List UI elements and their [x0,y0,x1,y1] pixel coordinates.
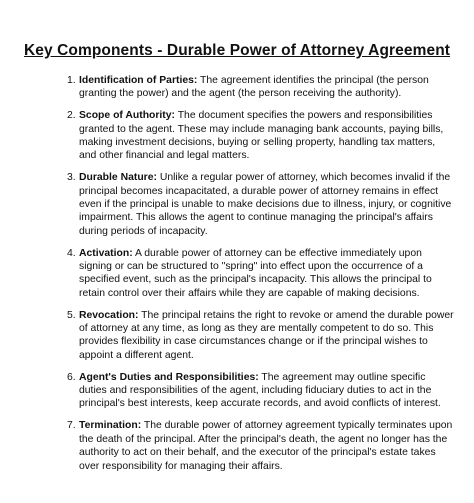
list-item-text: The agreement may outline specific duties and responsibilities of the agent, including fiduciary duties to act in the principal's best interests, keep accurate records, and avoid conflicts of interest. [79,371,441,410]
list-item [40,371,454,411]
list-item-number: 7. [67,420,76,432]
list-item [40,247,454,301]
list-item-text: The durable power of attorney agreement typically terminates upon the death of the principal. After the principal's death, the agent no longer has the authority to act on their behalf, and the executor of the principal's estate takes over responsibility for managing their affairs. [79,420,453,472]
list-item-number: 3. [67,172,76,184]
document-title: Key Components - Durable Power of Attorney Agreement [23,42,451,59]
list-item-term: Identification of Parties: [79,75,198,86]
list-item-text: The document specifies the powers and responsibilities granted to the agent. These may include managing bank accounts, paying bills, making investment decisions, buying or selling property, handling tax matters, and other financial and legal matters. [79,110,444,162]
list-item-number: 6. [67,371,76,383]
list-item-number: 5. [67,309,76,321]
list-item-number: 1. [67,75,76,86]
list-item-text: The agreement identifies the principal (the person granting the power) and the agent (the person receiving the authority). [79,75,429,100]
list-item-term: Scope of Authority: [79,110,176,122]
list-item-text: Unlike a regular power of attorney, which becomes invalid if the principal becomes incapacitated, a durable power of attorney remains in effect even if the principal is unable to make decisions due to illness, injury, or cognitive impairment. This allows the agent to continue managing the principal's affairs during periods of incapacity. [79,172,452,237]
list-item [40,309,454,363]
list-item-text: A durable power of attorney can be effective immediately upon signing or can be structured to "spring" into effect upon the occurrence of a specified event, such as the principal's incapacity. This allows the principal to retain control over their affairs while they are capable of making decisions. [79,247,432,299]
components-list [40,74,454,481]
list-item [40,419,454,473]
list-item-term: Agent's Duties and Responsibilities: [79,371,259,383]
list-item-text: The principal retains the right to revoke or amend the durable power of attorney at any time, as long as they are mentally competent to do so. This provides flexibility in case circumstances change or if the principal wishes to appoint a different agent. [79,309,454,361]
list-item [40,171,454,238]
list-item [40,109,454,163]
list-item [40,74,454,101]
list-item-number: 2. [67,110,76,122]
list-item-term: Activation: [79,247,133,259]
list-item-number: 4. [67,247,76,259]
list-item-term: Revocation: [79,309,139,321]
list-item-term: Termination: [79,420,142,432]
list-item-term: Durable Nature: [79,172,157,184]
